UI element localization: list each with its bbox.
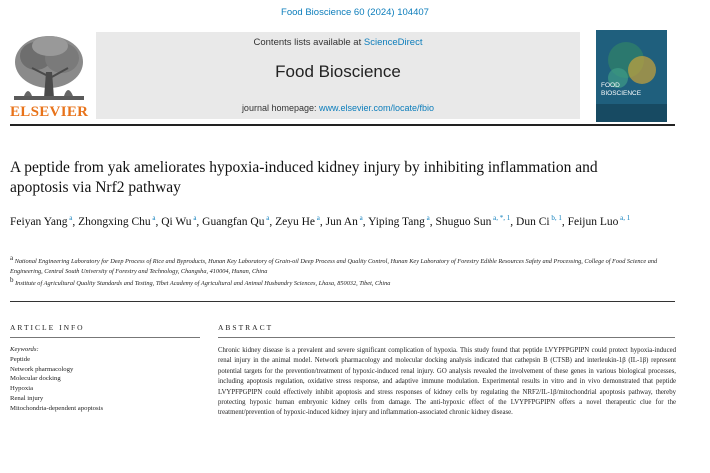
- keywords-block: [10, 345, 205, 414]
- keyword-item: Renal injury: [10, 394, 44, 402]
- author[interactable]: [78, 216, 155, 228]
- author-affiliation-mark[interactable]: a: [150, 214, 156, 222]
- author-affiliation-mark[interactable]: a: [67, 214, 73, 222]
- author[interactable]: [275, 216, 320, 228]
- affiliation-b-text: Institute of Agricultural Quality Standards and Testing, Tibet Academy of Agricultural and Animal Husbandry Sciences, Lhasa, 850032, Tibet, China: [15, 280, 391, 288]
- journal-cover-image[interactable]: [596, 30, 667, 122]
- author-affiliation-mark[interactable]: a, 1: [618, 214, 631, 222]
- author-affiliation-mark[interactable]: a: [191, 214, 197, 222]
- keyword-item: Mitochondria-dependent apoptosis: [10, 404, 104, 412]
- author-affiliation-mark[interactable]: a: [314, 214, 320, 222]
- keyword-item: Hypoxia: [10, 385, 34, 393]
- author-name[interactable]: Yiping Tang: [368, 215, 425, 228]
- author[interactable]: [368, 216, 430, 228]
- homepage-prefix: journal homepage:: [241, 103, 319, 113]
- cover-art: [596, 30, 667, 122]
- homepage-link[interactable]: www.elsevier.com/locate/fbio: [319, 103, 435, 113]
- affiliation-a: [10, 254, 690, 276]
- article-title: A peptide from yak ameliorates hypoxia-induced kidney injury by inhibiting inflammation and apoptosis via Nrf2 pathway: [10, 159, 598, 196]
- author-list: Feiyan Yang $^a$, Zhongxing Chu $^a$, Qi Wu $^a$, Guangfan Qu $^a$, Zeyu He $^a$, Jun An $^a$, Yiping Tang $^a$, Shuguo Sun $^{a, *, 1}$, Dun Ci $^{b, 1}$, Feijun Luo $^{a, 1}$: [10, 214, 631, 228]
- author-name[interactable]: Feiyan Yang: [10, 215, 68, 228]
- author[interactable]: [516, 216, 562, 228]
- cover-title: [601, 82, 641, 98]
- keyword-item: Network pharmacology: [10, 365, 74, 373]
- cover-title-line-1: FOOD: [601, 82, 620, 89]
- author-name[interactable]: Dun Ci: [516, 215, 550, 228]
- contents-line: [96, 37, 580, 48]
- cover-title-line-2: BIOSCIENCE: [601, 90, 642, 97]
- author-affiliation-mark[interactable]: a: [357, 214, 363, 222]
- homepage-line: [96, 103, 580, 113]
- affiliations: [10, 254, 690, 289]
- author-name[interactable]: Zeyu He: [275, 215, 315, 228]
- affiliation-b-mark: b: [10, 276, 14, 285]
- author-name[interactable]: Shuguo Sun: [435, 215, 492, 228]
- author[interactable]: [326, 216, 363, 228]
- author-name[interactable]: Guangfan Qu: [202, 215, 265, 228]
- header-divider: [10, 124, 675, 126]
- author[interactable]: [10, 216, 72, 228]
- author-affiliation-mark[interactable]: a, *, 1: [491, 214, 511, 222]
- article-info-rule: [10, 337, 200, 338]
- abstract-heading: ABSTRACT: [218, 323, 274, 332]
- contents-prefix: Contents lists available at: [253, 37, 364, 48]
- author-name[interactable]: Feijun Luo: [567, 215, 619, 228]
- keyword-item: Molecular docking: [10, 375, 61, 383]
- author-affiliation-mark[interactable]: a: [424, 214, 430, 222]
- author-affiliation-mark[interactable]: a: [264, 214, 270, 222]
- author[interactable]: [202, 216, 269, 228]
- affiliation-b: [10, 276, 690, 289]
- affiliation-a-mark: a: [10, 254, 14, 262]
- author-name[interactable]: Qi Wu: [161, 215, 192, 228]
- abstract-rule: [218, 337, 675, 338]
- author[interactable]: [435, 216, 510, 228]
- keyword-item: Peptide: [10, 355, 31, 363]
- author-name[interactable]: Zhongxing Chu: [78, 215, 151, 228]
- abstract-text: Chronic kidney disease is a prevalent and severe significant complication of hypoxia. This study found that peptide LVYPFPGPIPN could protect hypoxia-induced renal injury in the animal model. Network pharmacology and molecular docking analysis indicated that cathepsin B (CTSB) and interleukin-1β (IL-1β) represent potential targets for the prevention/treatment of hypoxic-induced renal injury. GO analysis revealed the involvement of these genes in various biological processes, including apoptosis regulation, oxidative stress response, and adaptive immune modulation. Experimental results in vitro and in vivo demonstrated that peptide LVYPFPGPIPN could effectively inhibit apoptosis and stress responses of kidney cells by regulating the NRF2/IL-1β/mitochondrial apoptosis pathway, thereby protecting hypoxic human embryonic kidney cells from damage. The anti-hypoxic effect of the LVYPFPGPIPN offers a novel therapeutic clue for the treatment/prevention of hypoxic-induced kidney injury and inflammation-associated chronic kidney disease.: [218, 347, 676, 417]
- journal-citation[interactable]: Food Bioscience 60 (2024) 104407: [281, 7, 429, 18]
- publisher-name: ELSEVIER: [10, 104, 89, 120]
- keywords-label: Keywords:: [10, 346, 39, 353]
- affiliation-a-text: National Engineering Laboratory for Deep Process of Rice and Byproducts, Hunan Key Laboratory of Grain-oil Deep Process and Quality Control, Hunan Key Laboratory of Forestry Edible Resources Safety and Processing, College of Food Science and Engineering, Central South University of Forestry and Technology, Changsha, 410004, Hunan, China: [10, 258, 658, 275]
- author[interactable]: [161, 216, 196, 228]
- article-info-heading: ARTICLE INFO: [10, 323, 85, 332]
- section-divider: [10, 301, 675, 302]
- author-name[interactable]: Jun An: [325, 215, 358, 228]
- author[interactable]: [568, 216, 631, 228]
- author-affiliation-mark[interactable]: b, 1: [549, 214, 562, 222]
- sciencedirect-link[interactable]: ScienceDirect: [363, 37, 423, 48]
- journal-name: Food Bioscience: [275, 62, 401, 81]
